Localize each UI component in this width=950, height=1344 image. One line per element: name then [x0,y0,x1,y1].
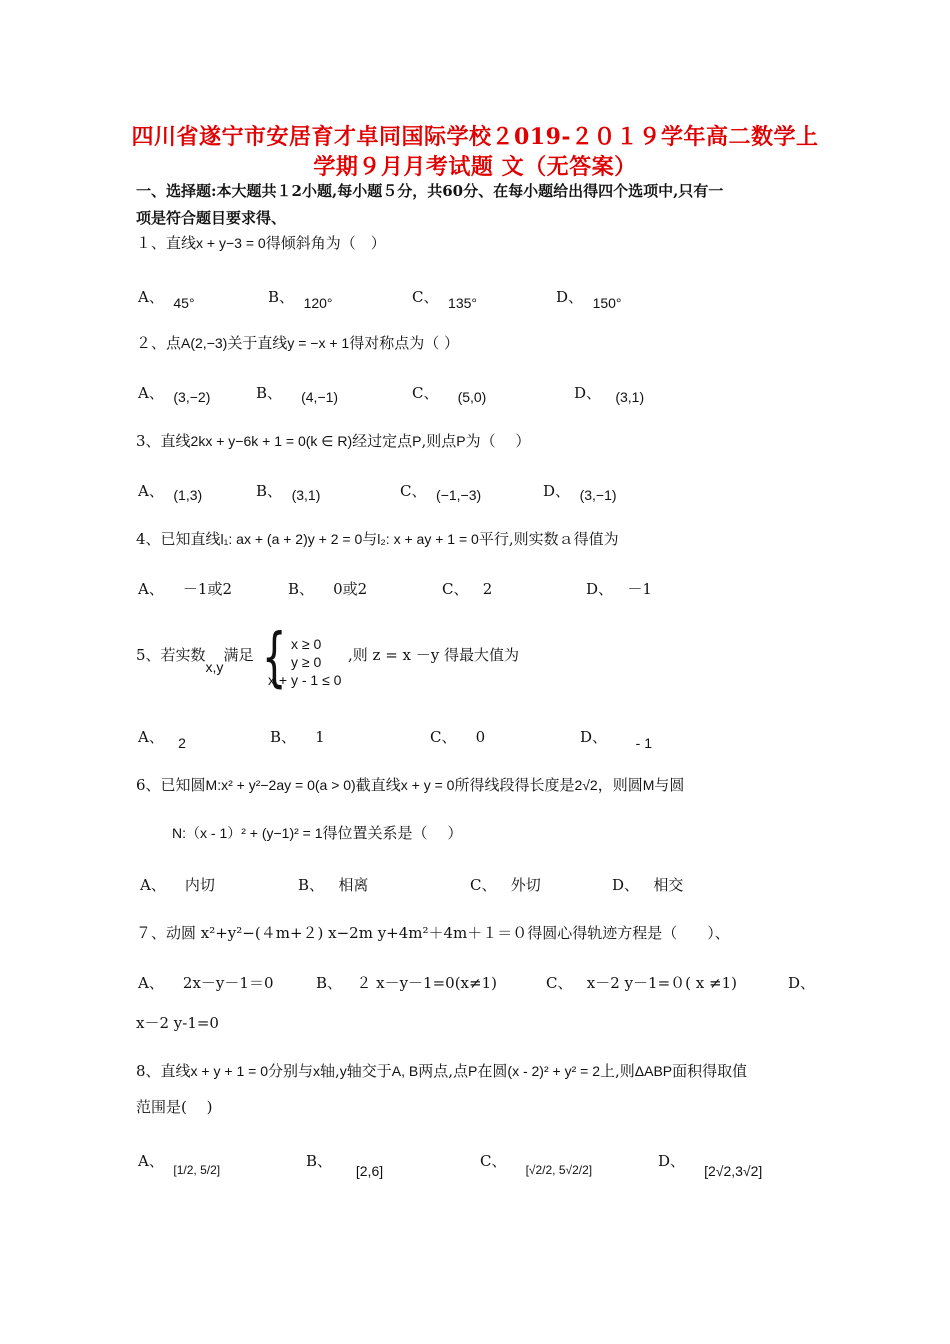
q3-option-c: C、 (−1,−3) [400,482,482,503]
question-4: 4、已知直线l₁: ax + (a + 2)y + 2 = 0与l₂: x + ay + 1 = 0平行,则实数ａ得值为 [136,530,619,548]
question-7: ７、动圆 x²+y²−(４m+２) x−2m y+4m²＋4m＋１＝０得圆心得轨迹方程是（ ）、 [136,924,730,942]
question-8-line2: 范围是( ) [136,1098,213,1116]
q4-option-c: C、 2 [442,580,493,598]
q3-option-d: D、 (3,−1) [543,482,617,503]
question-1-prefix: １、直线 [136,234,197,252]
question-1-expr: x + y−3 = 0 [196,235,266,251]
q6-option-a: A、 内切 [140,876,215,894]
q5-option-b: B、 1 [270,728,325,746]
q5-constraint-1: x ≥ 0 [291,636,322,652]
q1-option-c: C、 135° [412,288,477,311]
q5-constraint-3: x + y - 1 ≤ 0 [268,672,342,688]
q2-option-b: B、 (4,−1) [256,384,339,405]
q2-option-d: D、 (3,1) [574,384,645,405]
q3-option-a: A、 (1,3) [138,482,203,503]
q5-constraint-2: y ≥ 0 [291,654,322,670]
q6-option-d: D、 相交 [612,876,684,894]
q7-option-a: A、 2x－y－1＝0 [138,974,274,992]
q2-option-a: A、 (3,−2) [138,384,211,405]
q8-option-c: C、 $_{[√2/2, 5√2/2]}$ [480,1152,593,1177]
q3-option-b: B、 (3,1) [256,482,321,503]
system-brace: { [262,621,287,695]
q8-option-b: B、 [2,6] [306,1152,384,1179]
document-title-line1: 四川省遂宁市安居育才卓同国际学校２019-２０１９学年高二数学上 [131,124,819,150]
q1-option-b: B、 120° [268,288,333,311]
q7-option-d-value: x－2 y-1=0 [136,1014,219,1032]
question-1 [136,232,386,253]
q5-option-a: A、 2 [138,728,186,751]
q1-option-a: A、 45° [138,288,195,311]
q2-option-c: C、 (5,0) [412,384,487,405]
q5-option-c: C、 0 [430,728,486,746]
q7-option-d-label: D、 [788,974,816,992]
section-heading-line2: 项是符合题目要求得、 [136,209,287,227]
q7-option-b: B、 ２ x－y－1=0(x≠1) [316,974,497,992]
q5-option-d: D、 - 1 [580,728,652,751]
q4-option-b: B、 0或2 [288,580,368,598]
question-6-line2: N:（x - 1）² + (y−1)² = 1得位置关系是（ ） [172,824,463,842]
question-1-suffix: 得倾斜角为（ ） [265,234,386,252]
section-heading-line1: 一、选择题:本大题共１2小题,每小题５分，共60分、在每小题给出得四个选项中,只有一 [136,182,724,200]
question-6: 6、已知圆M:x² + y²−2ay = 0(a > 0)截直线x + y = 0所得线段得长度是2√2，则圆M与圆 [136,776,685,794]
q7-option-c: C、 x－2 y－1=０( x ≠1) [546,974,737,992]
document-title-line2: 学期９月月考试题 文（无答案） [313,154,637,180]
q8-option-d: D、 [2√2,3√2] [658,1152,763,1179]
q1-option-d: D、 150° [556,288,622,311]
q6-option-b: B、 相离 [298,876,369,894]
question-8: 8、直线x + y + 1 = 0分别与x轴,y轴交于A, B两点,点P在圆(x - 2)² + y² = 2上,则ΔABP面积得取值 [136,1062,748,1080]
q4-option-d: D、 －1 [586,580,652,598]
q6-option-c: C、 外切 [470,876,541,894]
question-3: 3、直线2kx + y−6k + 1 = 0(k ∈ R)经过定点P,则点P为（ ） [136,432,531,450]
question-2: ２、点A(2,−3)关于直线y = −x + 1得对称点为（ ） [136,334,459,352]
question-5-prefix: 5、若实数x,y满足 [136,646,254,675]
q4-option-a: A、 －1或2 [138,580,233,598]
q8-option-a: A、 $_{[1/2, 5/2]}$ [138,1152,221,1177]
question-5-suffix: ,则 z = x －y 得最大值为 [348,646,520,664]
